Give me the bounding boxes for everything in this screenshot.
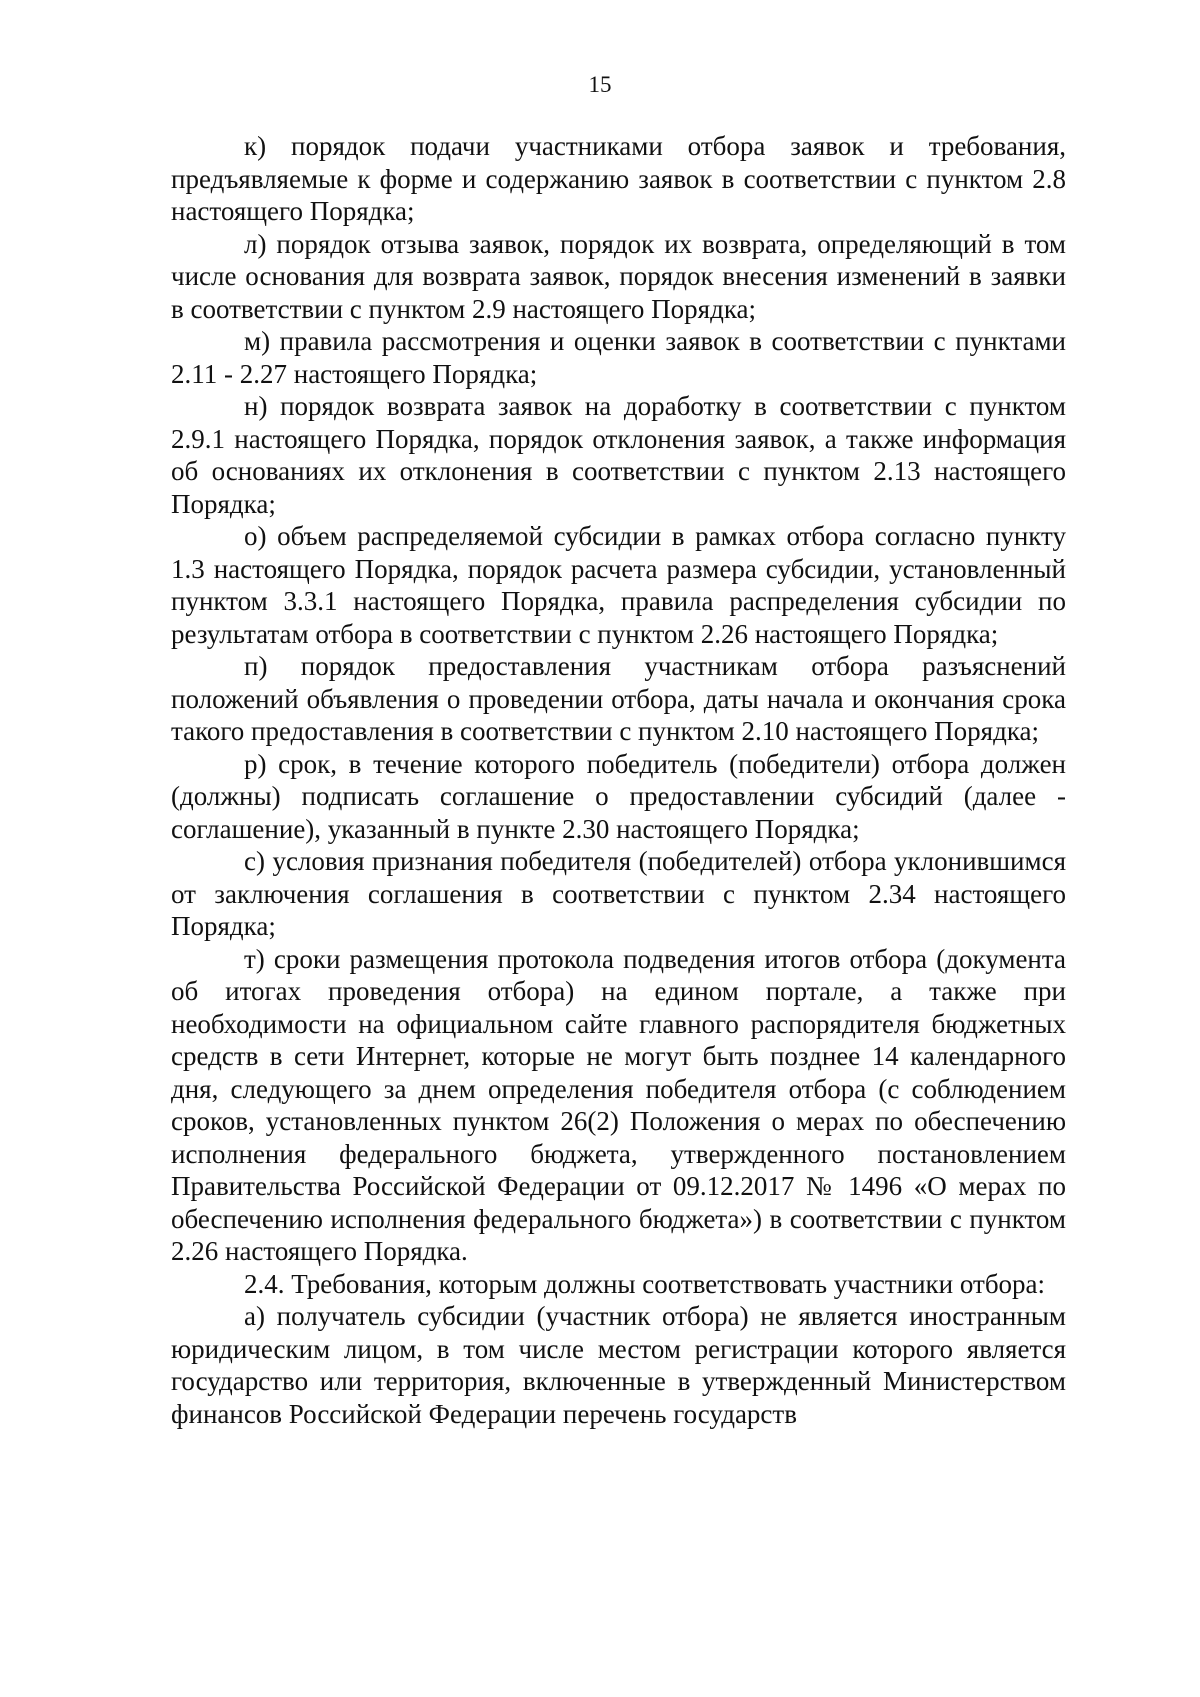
paragraph-r: р) срок, в течение которого победитель (победители) отбора должен (должны) подписать соглашение о предоставлении субсидий (далее - соглашение), указанный в пункте 2.30 настоящего Порядка; (171, 748, 1066, 844)
paragraph-n: н) порядок возврата заявок на доработку в соответствии с пунктом 2.9.1 настоящего Порядка, порядок отклонения заявок, а также информация об основаниях их отклонения в соответствии с пунктом 2.13 настоящего Порядка; (171, 391, 1066, 519)
paragraph-p: п) порядок предоставления участникам отбора разъяснений положений объявления о проведении отбора, даты начала и окончания срока такого предоставления в соответствии с пунктом 2.10 настоящего Порядка; (171, 651, 1066, 746)
document-body (171, 130, 1066, 1430)
section-heading-2-4: 2.4. Требования, которым должны соответствовать участники отбора: (244, 1268, 1046, 1299)
paragraph-l: л) порядок отзыва заявок, порядок их возврата, определяющий в том числе основания для возврата заявок, порядок внесения изменений в заявки в соответствии с пунктом 2.9 настоящего Порядка; (171, 228, 1066, 324)
paragraph-m: м) правила рассмотрения и оценки заявок в соответствии с пунктами 2.11 - 2.27 настоящего Порядка; (171, 326, 1066, 389)
paragraph-s: с) условия признания победителя (победителей) отбора уклонившимся от заключения соглашения в соответствии с пунктом 2.34 настоящего Порядка; (171, 846, 1066, 941)
paragraph-a: а) получатель субсидии (участник отбора) не является иностранным юридическим лицом, в том числе местом регистрации которого является государство или территория, включенные в утвержденный Министерством финансов Российской Федерации перечень государств (171, 1301, 1066, 1429)
page-number: 15 (588, 72, 612, 97)
paragraph-t: т) сроки размещения протокола подведения итогов отбора (документа об итогах проведения отбора) на едином портале, а также при необходимости на официальном сайте главного распорядителя бюджетных средств в сети Интернет, которые не могут быть позднее 14 календарного дня, следующего за днем определения победителя отбора (с соблюдением сроков, установленных пунктом 26(2) Положения о мерах по обеспечению исполнения федерального бюджета, утвержденного постановлением Правительства Российской Федерации от 09.12.2017 № 1496 «О мерах по обеспечению исполнения федерального бюджета») в соответствии с пунктом 2.26 настоящего Порядка. (171, 943, 1066, 1266)
paragraph-o: о) объем распределяемой субсидии в рамках отбора согласно пункту 1.3 настоящего Порядка, порядок расчета размера субсидии, установленный пунктом 3.3.1 настоящего Порядка, правила распределения субсидии по результатам отбора в соответствии с пунктом 2.26 настоящего Порядка; (171, 521, 1066, 649)
paragraph-k: к) порядок подачи участниками отбора заявок и требования, предъявляемые к форме и содержанию заявок в соответствии с пунктом 2.8 настоящего Порядка; (171, 131, 1066, 226)
